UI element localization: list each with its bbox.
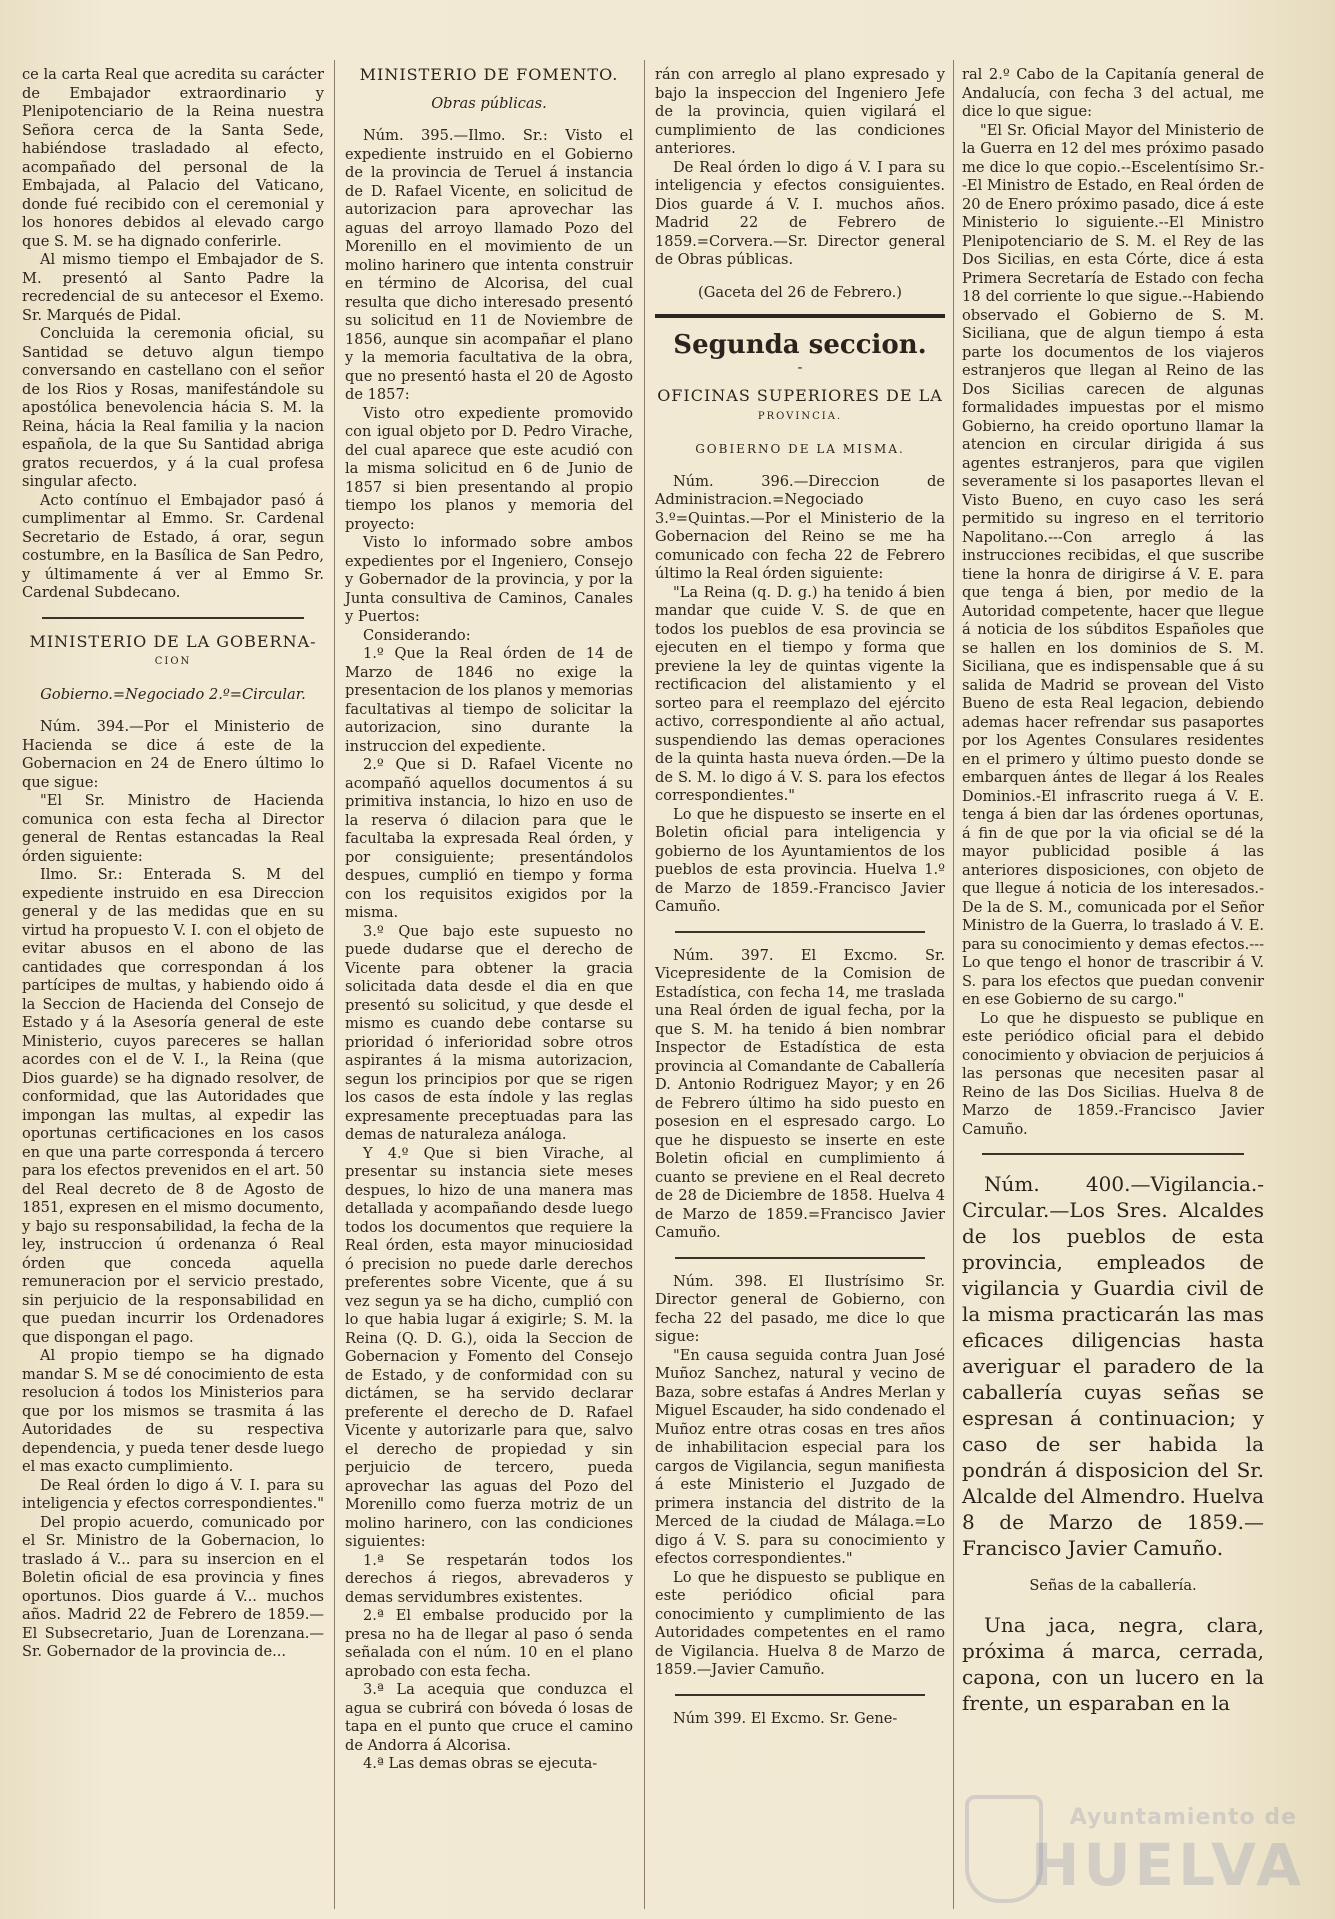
section-divider xyxy=(675,1694,925,1696)
dash-ornament: - xyxy=(797,358,803,376)
column-rule xyxy=(644,60,645,1909)
paragraph: Núm. 396.—Direccion de Administracion.=Negociado 3.º=Quintas.—Por el Ministerio de la Gobernacion del Reino se me ha comunicado con fecha 22 de Febrero último la Real órden siguiente: xyxy=(655,472,945,582)
paragraph: Y 4.º Que si bien Virache, al presentar su instancia siete meses despues, lo hizo de una manera mas detallada y acompañando desde luego todos los documentos que requiere la Real órden, esta mayor minuciosidad ó precision no puede darle derechos preferentes sobre Vicente, que á su vez segun ya se ha dicho, cumplió con lo que habia lugar á exigirle; S. M. la Reina (Q. D. G.), oida la Seccion de Gobernacion y Fomento del Consejo de Estado, y de conformidad con su dictámen, se ha servido declarar preferente el derecho de D. Rafael Vicente y autorizarle para que, salvo el derecho de propiedad y sin perjuicio de tercero, pueda aprovechar las aguas del Pozo del Morenillo como fuerza motriz de un molino harinero, con las condiciones siguientes: xyxy=(345,1144,633,1550)
paragraph: 3.º Que bajo este supuesto no puede dudarse que el derecho de Vicente para obtener la gracia solicitada data desde el dia en que presentó su solicitud, y que desde el mismo es cuando debe contarse su prioridad ó inferioridad sobre otros aspirantes á la misma autorizacion, segun los principios por que se rigen los casos de esta índole y las reglas expresamente preceptuadas para las demas de naturaleza análoga. xyxy=(345,922,633,1143)
section-divider xyxy=(42,617,304,619)
column-3 xyxy=(655,66,945,1728)
section-subheading: CION xyxy=(154,656,192,667)
paragraph: Visto lo informado sobre ambos expedientes por el Ingeniero, Consejo y Gobernador de la provincia, y por la Junta consultiva de Caminos, Canales y Puertos: xyxy=(345,534,633,625)
paragraph: Considerando: xyxy=(363,626,471,644)
paragraph: Al propio tiempo se ha dignado mandar S. M se dé conocimiento de esta resolucion á todos los Ministerios para que por los mismos se trasmita á las Autoridades de su respectiva dependencia, y pueda tener desde luego el mas exacto cumplimiento. xyxy=(22,1347,324,1475)
paragraph: 2.º Que si D. Rafael Vicente no acompañó aquellos documentos á su primitiva instancia, lo hizo en uso de la reserva ó dilacion para que le facultaba la expresada Real órden, y por consiguiente; presentándolos despues, cumplió en tiempo y forma con los requisitos exigidos por la misma. xyxy=(345,756,633,921)
paragraph: Acto contínuo el Embajador pasó á cumplimentar al Emmo. Sr. Cardenal Secretario de Estado, á orar, segun costumbre, en la Basílica de San Pedro, y últimamente á ver al Emmo Sr. Cardenal Subdecano. xyxy=(22,491,324,601)
paragraph: Núm. 398. El Ilustrísimo Sr. Director general de Gobierno, con fecha 22 del pasado, me dice lo que sigue: xyxy=(655,1272,945,1345)
section-divider xyxy=(675,1257,925,1259)
section-subheading-gobierno: GOBIERNO DE LA MISMA. xyxy=(695,442,905,456)
column-2 xyxy=(345,66,633,1774)
paragraph: Lo que he dispuesto se publique en este periódico oficial para el debido conocimiento y obviacion de perjuicios á las personas que necesiten pasar al Reino de las Dos Sicilias. Huelva 8 de Marzo de 1859.-Francisco Javier Camuño. xyxy=(962,1009,1264,1138)
paragraph: Al mismo tiempo el Embajador de S. M. presentó al Santo Padre la recredencial de su antecesor el Exemo. Sr. Marqués de Pidal. xyxy=(22,251,324,324)
paragraph: Del propio acuerdo, comunicado por el Sr. Ministro de la Gobernacion, lo traslado á V... para su insercion en el Boletin oficial de esa provincia y fines oportunos. Dios guarde á V... muchos años. Madrid 22 de Febrero de 1859.—El Subsecretario, Juan de Lorenzana.—Sr. Gobernador de la provincia de... xyxy=(22,1513,324,1660)
section-heading-fomento: MINISTERIO DE FOMENTO. xyxy=(359,65,619,84)
column-rule xyxy=(334,60,335,1909)
paragraph-vigilancia: Núm. 400.—Vigilancia.-Circular.—Los Sres. Alcaldes de los pueblos de esta provincia, empleados de vigilancia y Guardia civil de la misma practicarán las mas eficaces diligencias hasta averiguar el paradero de la caballería cuyas señas se espresan á continuacion; y caso de ser habida la pondrán á disposicion del Sr. Alcalde del Almendro. Huelva 8 de Marzo de 1859.—Francisco Javier Camuño. xyxy=(962,1172,1264,1560)
paragraph: 1.ª Se respetarán todos los derechos á riegos, abrevaderos y demas servidumbres existentes. xyxy=(345,1551,633,1606)
column-1 xyxy=(22,66,324,1662)
source-note: (Gaceta del 26 de Febrero.) xyxy=(698,283,902,301)
paragraph: 2.ª El embalse producido por la presa no ha de llegar al paso ó senda señalada con el núm. 10 en el plano aprobado con esta fecha. xyxy=(345,1607,633,1680)
section-divider xyxy=(655,314,945,318)
paragraph: 3.ª La acequia que conduzca el agua se cubrirá con bóveda ó losas de tapa en el punto que cruce el camino de Andorra á Alcorisa. xyxy=(345,1681,633,1754)
paragraph: De Real órden lo digo á V. I. para su inteligencia y efectos correspondientes." xyxy=(22,1476,324,1512)
section-divider xyxy=(982,1153,1244,1155)
paragraph: "En causa seguida contra Juan José Muñoz Sanchez, natural y vecino de Baza, sobre estafas á Andres Merlan y Miguel Escauder, ha sido condenado el Muñoz entre otras cosas en tres años de inhabilitacion especial para los cargos de Vigilancia, segun manifiesta á este Ministerio el Juzgado de primera instancia del distrito de la Merced de la ciudad de Málaga.=Lo digo á V. S. para su conocimiento y efectos correspondientes." xyxy=(655,1346,945,1567)
paragraph: "El Sr. Ministro de Hacienda comunica con esta fecha al Director general de Rentas estancadas la Real órden siguiente: xyxy=(22,792,324,865)
paragraph: "La Reina (q. D. g.) ha tenido á bien mandar que cuide V. S. de que en todos los pueblos de esa provincia se ejecuten en el tiempo y forma que previene la ley de quintas vigente la rectificacion del alistamiento y el sorteo para el reemplazo del ejército activo, correspondiente al año actual, suspendiendo las demas operaciones de la quinta hasta nueva órden.—De la de S. M. lo digo á V. S. para los efectos correspondientes." xyxy=(655,583,945,804)
watermark-city-text: HUELVA xyxy=(1030,1831,1305,1899)
paragraph: Ilmo. Sr.: Enterada S. M del expediente instruido en esa Direccion general y de las medidas que en su virtud ha propuesto V. I. con el objeto de evitar abusos en el abono de las cantidades que correspondan á los partícipes de multas, y habiendo oido á la Seccion de Hacienda del Consejo de Estado y á la Asesoría general de este Ministerio, cuyos pareceres se hallan acordes con el de V. I., la Reina (que Dios guarde) se ha dignado resolver, de conformidad, que las Autoridades que impongan las multas, al expedir las oportunas certificaciones en los casos en que una parte corresponda á tercero para los efectos prevenidos en el art. 50 del Real decreto de 8 de Agosto de 1851, expresen en el mismo documento, y bajo su responsabilidad, la fecha de la ley, instruccion ú ordenanza ó Real órden que conceda aquella remuneracion por el servicio prestado, sin perjuicio de la responsabilidad en que puedan incurrir los Ordenadores que dispongan el pago. xyxy=(22,866,324,1346)
paragraph: rán con arreglo al plano expresado y bajo la inspeccion del Ingeniero Jefe de la provincia, quien vigilará el cumplimiento de las condiciones anteriores. xyxy=(655,66,945,157)
paragraph: "El Sr. Oficial Mayor del Ministerio de la Guerra en 12 del mes próximo pasado me dice lo que copio.--Escelentísimo Sr.--El Ministro de Estado, en Real órden de 20 de Enero próximo pasado, dice á este Ministerio lo siguiente.--El Ministro Plenipotenciario de S. M. el Rey de las Dos Sicilias, en esta Córte, dice á esta Primera Secretaría de Estado con fecha 18 del corriente lo que sigue.--Habiendo observado el Gobierno de S. M. Siciliana, que de algun tiempo á esta parte los documentos de los viajeros estranjeros que llegan al Reino de las Dos Sicilias carecen de algunas formalidades impuestas por el mismo Gobierno, ha creido oportuno llamar la atencion en circular dirigida á sus agentes estranjeros, para que vigilen severamente si los pasaportes llevan el Visto Bueno, en cuyo caso les será permitido su ingreso en el territorio Napolitano.---Con arreglo á las instrucciones recibidas, el que suscribe tiene la honra de dirigirse á V. E. para que tenga á bien, por medio de la Autoridad competente, hacer que llegue á noticia de los súbditos Españoles que se hallen en los dominios de S. M. Siciliana, que es indispensable que á su salida de Madrid se provean del Visto Bueno de esta Real legacion, debiendo ademas hacer refrendar sus pasaportes por los Agentes Consulares residentes en el primero y último puesto donde se embarquen ántes de llegar á los Reales Dominios.-El infrascrito ruega á V. E. tenga á bien dar las órdenes oportunas, á fin de que por la via oficial se dé la mayor publicidad posible á las anteriores disposiciones, con objeto de que llegue á noticia de los interesados.-De la de S. M., comunicada por el Señor Ministro de la Guerra, lo traslado á V. E. para su conocimiento y demas efectos.---Lo que tengo el honor de trascribir á V. S. para los efectos que puedan convenir en ese Gobierno de su cargo." xyxy=(962,121,1264,1008)
section-heading-oficinas: OFICINAS SUPERIORES DE LA xyxy=(657,386,943,405)
paragraph: De Real órden lo digo á V. I para su inteligencia y efectos consiguientes. Dios guarde á V. I. muchos años. Madrid 22 de Febrero de 1859.=Corvera.—Sr. Director general de Obras públicas. xyxy=(655,158,945,268)
negociado-line: Gobierno.=Negociado 2.º=Circular. xyxy=(40,685,306,703)
paragraph: Núm 399. El Excmo. Sr. Gene- xyxy=(673,1709,898,1727)
column-4 xyxy=(962,66,1264,1716)
column-rule xyxy=(953,60,954,1909)
paragraph: Núm. 394.—Por el Ministerio de Hacienda se dice á este de la Gobernacion en 24 de Enero último lo que sigue: xyxy=(22,718,324,791)
paragraph: Núm. 395.—Ilmo. Sr.: Visto el expediente instruido en el Gobierno de la provincia de Teruel á instancia de D. Rafael Vicente, en solicitud de autorizacion para aprovechar las aguas del arroyo llamado Pozo del Morenillo en el movimiento de un molino harinero que intenta construir en término de Alcorisa, del cual resulta que dicho interesado presentó su solicitud en 11 de Noviembre de 1856, aunque sin acompañar el plano y la memoria facultativa de la obra, que no presentó hasta el 20 de Agosto de 1857: xyxy=(345,127,633,403)
huelva-watermark xyxy=(955,1795,1315,1905)
section-heading-gobernacion: MINISTERIO DE LA GOBERNA- xyxy=(29,631,317,651)
section-subheading: Obras públicas. xyxy=(431,94,547,112)
paragraph: 4.ª Las demas obras se ejecuta- xyxy=(363,1755,598,1772)
paragraph: Lo que he dispuesto se publique en este periódico oficial para conocimiento y cumplimiento de las Autoridades competentes en el ramo de Vigilancia. Huelva 8 de Marzo de 1859.—Javier Camuño. xyxy=(655,1568,945,1678)
paragraph: ce la carta Real que acredita su carácter de Embajador extraordinario y Plenipotenciario de la Reina nuestra Señora cerca de la Santa Sede, habiéndose trasladado al efecto, acompañado del personal de la Embajada, al Palacio del Vaticano, donde fué recibido con el ceremonial y los honores debidos al elevado cargo que S. M. se ha dignado conferirle. xyxy=(22,66,324,250)
section-subheading: PROVINCIA. xyxy=(757,410,843,422)
paragraph: Visto otro expediente promovido con igual objeto por D. Pedro Virache, del cual aparece que este acudió con la misma solicitud en 6 de Junio de 1857 si bien presentando al propio tiempo los planos y memoria del proyecto: xyxy=(345,404,633,533)
section-heading-segunda: Segunda seccion. xyxy=(673,330,927,360)
senas-heading: Señas de la caballería. xyxy=(1029,1577,1197,1594)
paragraph: Concluida la ceremonia oficial, su Santidad se detuvo algun tiempo conversando en castellano con el señor de los Rios y Rosas, manifestándole su apostólica benevolencia hácia S. M. la Reina, hácia la Real familia y la nacion española, de la que Su Santidad abriga gratos recuerdos, y á la cual profesa singular afecto. xyxy=(22,325,324,490)
paragraph: Núm. 397. El Excmo. Sr. Vicepresidente de la Comision de Estadística, con fecha 14, me traslada una Real órden de igual fecha, por la que S. M. ha tenido á bien nombrar Inspector de Estadística de esta provincia al Comandante de Caballería D. Antonio Rodriguez Mayor; y en 26 de Febrero último ha sido puesto en posesion en el espresado cargo. Lo que he dispuesto se inserte en este Boletin oficial en cumplimiento á cuanto se previene en el Real decreto de 28 de Diciembre de 1858. Huelva 4 de Marzo de 1859.=Francisco Javier Camuño. xyxy=(655,946,945,1241)
paragraph: ral 2.º Cabo de la Capitanía general de Andalucía, con fecha 3 del actual, me dice lo que sigue: xyxy=(962,66,1264,120)
paragraph: Lo que he dispuesto se inserte en el Boletin oficial para inteligencia y gobierno de los Ayuntamientos de los pueblos de esta provincia. Huelva 1.º de Marzo de 1859.-Francisco Javier Camuño. xyxy=(655,805,945,915)
section-divider xyxy=(675,931,925,933)
watermark-top-text: Ayuntamiento de xyxy=(1069,1805,1297,1830)
paragraph-senas: Una jaca, negra, clara, próxima á marca, cerrada, capona, con un lucero en la frente, un esparaban en la xyxy=(962,1612,1264,1715)
paragraph: 1.º Que la Real órden de 14 de Marzo de 1846 no exige la presentacion de los planos y memorias facultativas al tiempo de solicitar la autorizacion, sino durante la instruccion del expediente. xyxy=(345,645,633,755)
